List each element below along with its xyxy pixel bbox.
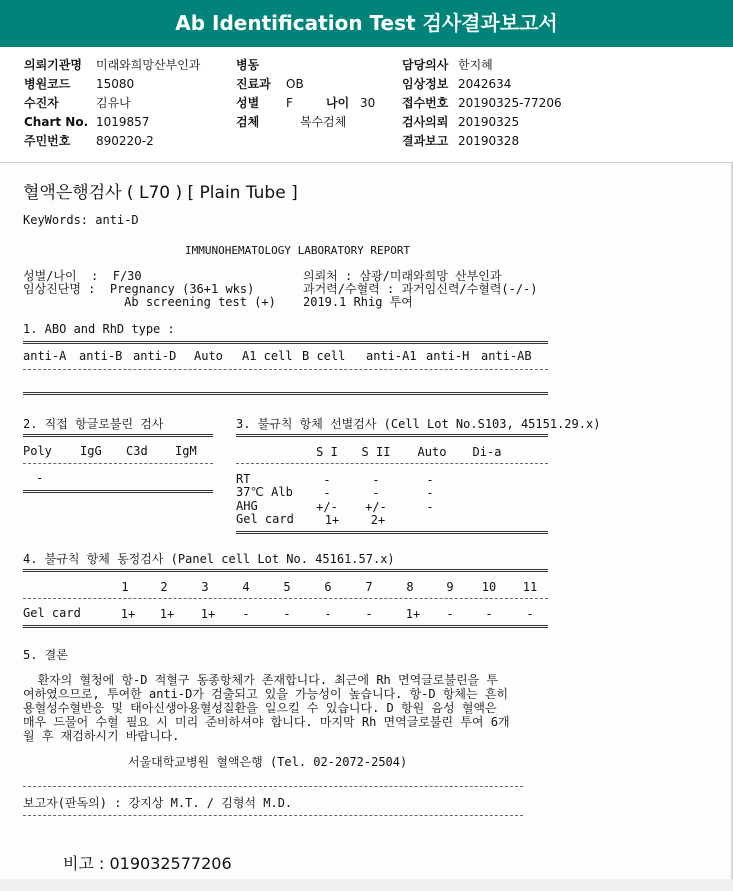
abo-header-anti-a: anti-A	[23, 349, 67, 363]
label-patient: 수진자	[24, 96, 59, 110]
screen-gel-s2: 2+	[370, 513, 386, 527]
section4-mid-rule	[23, 598, 548, 599]
label-dept: 진료과	[236, 77, 271, 91]
value-rrn: 890220-2	[96, 134, 154, 148]
abo-header-anti-b: anti-B	[79, 349, 123, 363]
abo-header-auto: Auto	[194, 349, 223, 363]
abo-header-a1-cell: A1 cell	[242, 349, 293, 363]
panel-header-4: 4	[242, 580, 250, 594]
report-title: 혈액은행검사 ( L70 ) [ Plain Tube ]	[23, 183, 298, 203]
section2-bottom-rule	[23, 490, 213, 493]
info-sex-age: 성별/나이 : F/30	[23, 269, 142, 283]
section4-title: 4. 불규칙 항체 동정검사 (Panel cell Lot No. 45161.57.x)	[23, 552, 395, 566]
label-reported: 결과보고	[402, 134, 449, 148]
section4-bottom-rule	[23, 625, 548, 628]
value-chart: 1019857	[96, 115, 150, 129]
panel-header-10: 10	[481, 580, 497, 594]
value-receipt: 20190325-77206	[458, 96, 562, 110]
conclusion-line-5: 월 후 재검하시기 바랍니다.	[23, 729, 180, 743]
reporter-top-rule	[23, 786, 523, 787]
label-requested: 검사의뢰	[402, 115, 449, 129]
value-dept: OB	[286, 77, 304, 91]
remark-line: 비고 : 019032577206	[63, 854, 232, 873]
dat-header-igm: IgM	[175, 444, 197, 458]
dat-header-poly: Poly	[23, 444, 52, 458]
abo-header-b-cell: B cell	[302, 349, 346, 363]
lab-title: IMMUNOHEMATOLOGY LABORATORY REPORT	[185, 244, 411, 257]
screen-37c-s1: -	[323, 486, 331, 500]
panel-value-3: 1+	[200, 607, 216, 621]
abo-header-anti-ab: anti-AB	[481, 349, 532, 363]
reporter-bottom-rule	[23, 815, 523, 816]
info-rhig: 2019.1 Rhig 투여	[303, 295, 413, 309]
screen-row-label-rt: RT	[236, 472, 251, 486]
reporter-line: 보고자(판독의) : 강지상 M.T. / 김형석 M.D.	[23, 796, 293, 810]
section1-title: 1. ABO and RhD type :	[23, 322, 175, 336]
panel-header-3: 3	[201, 580, 209, 594]
info-diagnosis: 임상진단명 : Pregnancy (36+1 wks)	[23, 282, 255, 296]
value-hospital-code: 15080	[96, 77, 135, 91]
panel-header-6: 6	[324, 580, 332, 594]
panel-value-5: -	[283, 607, 291, 621]
section2-title: 2. 직접 항글로불린 검사	[23, 417, 164, 431]
patient-header	[0, 47, 733, 159]
screen-header-auto: Auto	[417, 445, 447, 459]
panel-header-11: 11	[522, 580, 538, 594]
label-receipt: 접수번호	[402, 96, 449, 110]
value-doctor: 한지혜	[458, 58, 493, 72]
panel-row-label: Gel card	[23, 606, 81, 620]
abo-header-anti-d: anti-D	[133, 349, 177, 363]
panel-header-8: 8	[406, 580, 414, 594]
panel-value-8: 1+	[405, 607, 421, 621]
screen-row-label-37c: 37℃ Alb	[236, 485, 293, 499]
screen-ahg-s2: +/-	[365, 500, 387, 514]
label-clinical: 임상정보	[402, 77, 449, 91]
dat-value-poly: -	[36, 471, 44, 485]
screen-gel-s1: 1+	[324, 513, 340, 527]
dat-header-igg: IgG	[80, 444, 102, 458]
section1-top-rule	[23, 341, 548, 344]
value-sex: F	[286, 96, 293, 110]
conclusion-line-1: 환자의 혈청에 항-D 적혈구 동종항체가 존재합니다. 최근에 Rh 면역글로불린을 투	[23, 673, 498, 687]
value-specimen: 복수검체	[300, 115, 347, 129]
label-doctor: 담당의사	[402, 58, 449, 72]
info-history: 과거력/수혈력 : 과거임신력/수혈력(-/-)	[303, 282, 538, 296]
bottom-bar	[0, 879, 733, 891]
screen-rt-auto: -	[426, 473, 434, 487]
screen-row-label-gel: Gel card	[236, 512, 294, 526]
section2-mid-rule	[23, 463, 213, 464]
label-hospital-code: 병원코드	[24, 77, 71, 91]
value-requested: 20190325	[458, 115, 520, 129]
keywords: KeyWords: anti-D	[23, 213, 139, 227]
panel-value-9: -	[446, 607, 454, 621]
panel-header-9: 9	[446, 580, 454, 594]
section4-top-rule	[23, 569, 548, 572]
section3-mid-rule	[236, 463, 548, 464]
dat-header-c3d: C3d	[126, 444, 148, 458]
label-rrn: 주민번호	[24, 134, 71, 148]
abo-header-anti-h: anti-H	[426, 349, 470, 363]
panel-value-7: -	[365, 607, 373, 621]
panel-value-10: -	[485, 607, 493, 621]
screen-row-label-ahg: AHG	[236, 499, 258, 513]
label-specimen: 검체	[236, 115, 260, 129]
label-sex: 성별	[236, 96, 260, 110]
value-age: 30	[360, 96, 376, 110]
conclusion-line-3: 용혈성수혈반응 및 태아신생아용혈성질환을 일으킬 수 있습니다. D 항원 음성 혈액은	[23, 701, 497, 715]
section1-mid-rule	[23, 369, 548, 370]
panel-header-2: 2	[160, 580, 168, 594]
screen-header-di-a: Di-a	[472, 445, 502, 459]
panel-value-2: 1+	[159, 607, 175, 621]
value-reported: 20190328	[458, 134, 520, 148]
screen-rt-s1: -	[323, 473, 331, 487]
screen-header-s2: S II	[361, 445, 391, 459]
section5-title: 5. 결론	[23, 648, 68, 662]
panel-value-11: -	[526, 607, 534, 621]
label-institution: 의뢰기관명	[24, 58, 82, 72]
label-age: 나이	[326, 96, 350, 110]
section1-bottom-rule	[23, 392, 548, 395]
section3-title: 3. 불규칙 항체 선별검사 (Cell Lot No.S103, 45151.29.x)	[236, 417, 601, 431]
section3-top-rule	[236, 434, 548, 437]
info-requester: 의뢰처 : 삼광/미래와희망 산부인과	[303, 269, 502, 283]
info-screening: Ab screening test (+)	[23, 295, 276, 309]
conclusion-line-2: 여하였으므로, 투여한 anti-D가 검출되고 있을 가능성이 높습니다. 항-D 항체는 흔히	[23, 687, 509, 701]
screen-37c-s2: -	[372, 486, 380, 500]
label-chart: Chart No.	[24, 115, 89, 129]
screen-header-s1: S I	[316, 445, 338, 459]
panel-value-1: 1+	[120, 607, 136, 621]
section3-bottom-rule	[236, 531, 548, 534]
panel-header-7: 7	[365, 580, 373, 594]
label-ward: 병동	[236, 58, 260, 72]
value-patient: 김유나	[96, 96, 131, 110]
value-clinical: 2042634	[458, 77, 512, 91]
screen-rt-s2: -	[372, 473, 380, 487]
panel-value-6: -	[324, 607, 332, 621]
conclusion-line-4: 매우 드물어 수혈 필요 시 미리 준비하셔야 합니다. 마지막 Rh 면역글로불린 투여 6개	[23, 715, 510, 729]
panel-header-5: 5	[283, 580, 291, 594]
report-banner: Ab Identification Test 검사결과보고서	[0, 0, 733, 47]
value-institution: 미래와희망산부인과	[96, 58, 201, 72]
screen-ahg-auto: -	[426, 500, 434, 514]
screen-37c-auto: -	[426, 486, 434, 500]
section2-top-rule	[23, 434, 213, 437]
panel-value-4: -	[242, 607, 250, 621]
abo-header-anti-a1: anti-A1	[366, 349, 417, 363]
screen-ahg-s1: +/-	[316, 500, 338, 514]
blood-bank-contact: 서울대학교병원 혈액은행 (Tel. 02-2072-2504)	[128, 755, 408, 769]
panel-header-1: 1	[121, 580, 129, 594]
